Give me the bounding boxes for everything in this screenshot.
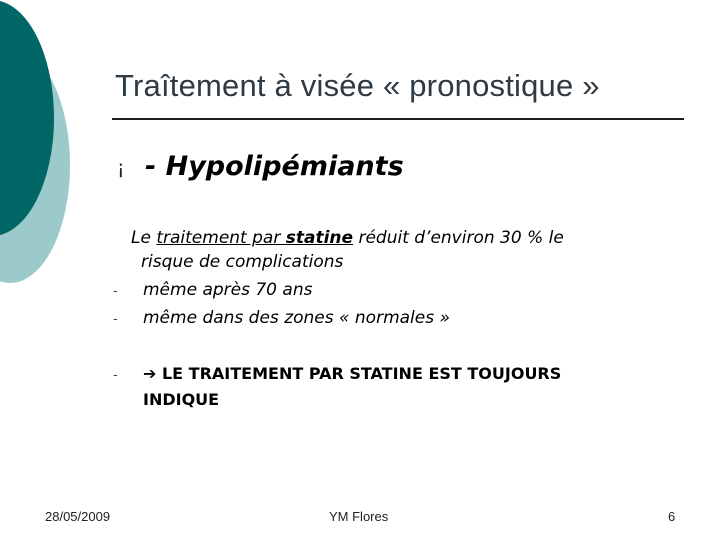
conclusion-line-1: LE TRAITEMENT PAR STATINE EST TOUJOURS <box>156 364 562 383</box>
para-tail-1: réduit d’environ 30 % le <box>353 228 564 248</box>
footer-author: YM Flores <box>329 509 389 524</box>
section-heading: - Hypolipémiants <box>145 151 404 182</box>
para-lead: Le <box>131 228 157 248</box>
dash-bullet: - <box>113 284 118 299</box>
para-underlined-statine: statine <box>285 228 354 248</box>
right-arrow-icon: ➔ <box>143 364 157 383</box>
circle-bullet-icon: ¡ <box>117 157 125 179</box>
conclusion-line-2: INDIQUE <box>143 390 220 409</box>
list-item <box>113 306 450 332</box>
decorative-teal-shapes <box>0 0 120 300</box>
footer-date: 28/05/2009 <box>45 509 111 524</box>
list-item-text: même après 70 ans <box>143 280 313 300</box>
dash-bullet: - <box>113 312 118 327</box>
slide-title: Traîtement à visée « pronostique » <box>115 68 600 103</box>
list-item-text: même dans des zones « normales » <box>143 308 450 328</box>
body-paragraph <box>131 226 671 274</box>
para-underlined-phrase: traitement par <box>156 228 286 248</box>
footer-page-number: 6 <box>668 509 676 524</box>
title-underline <box>112 118 684 120</box>
conclusion <box>113 362 673 412</box>
dash-bullet: - <box>113 368 118 383</box>
para-tail-2: risque de complications <box>141 252 344 272</box>
list-item <box>113 278 312 304</box>
